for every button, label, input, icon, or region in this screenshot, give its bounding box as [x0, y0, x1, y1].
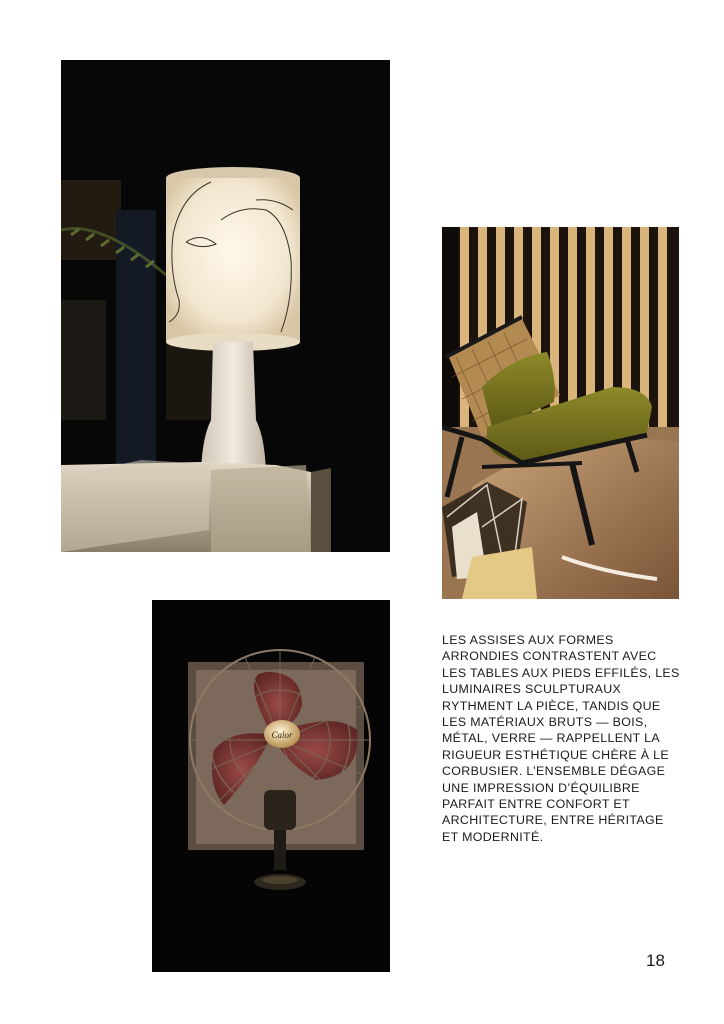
lamp-photo — [61, 60, 390, 552]
fan-brand-label: Calor — [271, 730, 293, 740]
chair-photo — [442, 227, 679, 599]
body-paragraph: LES ASSISES AUX FORMES ARRONDIES CONTRASTENT AVEC LES TABLES AUX PIEDS EFFILÉS, LES LUMINAIRES SCULPTURAUX RYTHMENT LA PIÈCE, TANDIS QUE LES MATÉRIAUX BRUTS — BOIS, MÉTAL, VERRE — RAPPELLENT LA RIGUEUR ESTHÉTIQUE CHÈRE À LE CORBUSIER. L’ENSEMBLE DÉGAGE UNE IMPRESSION D’ÉQUILIBRE PARFAIT ENTRE CONFORT ET ARCHITECTURE, ENTRE HÉRITAGE ET MODERNITÉ. — [442, 633, 680, 844]
fan-photo — [152, 600, 390, 972]
page-number: 18 — [646, 951, 665, 970]
